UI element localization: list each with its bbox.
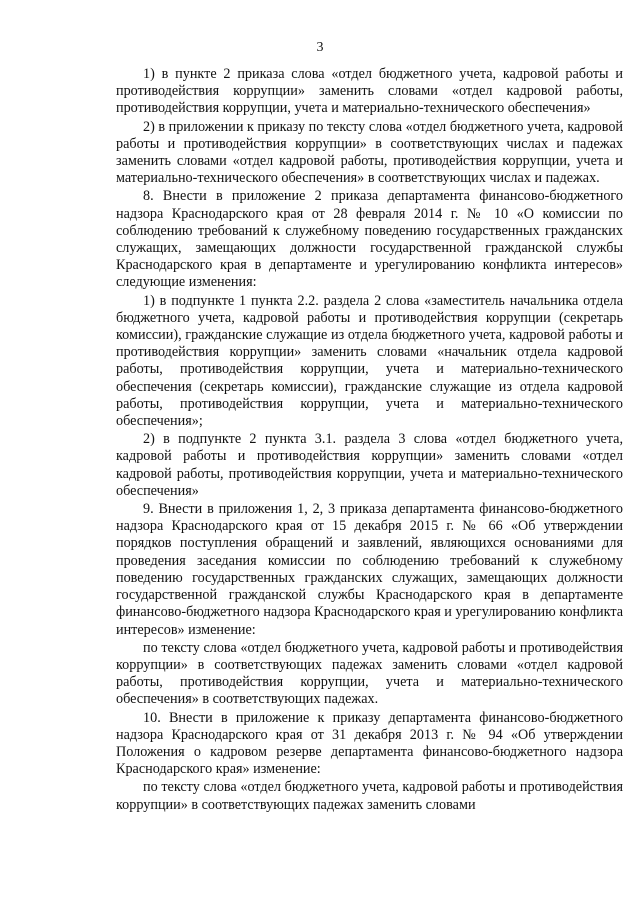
paragraph-point-10: 10. Внести в приложение к приказу департамента финансово-бюджетного надзора Краснодарского края от 31 декабря 2013 г. № 94 «Об утверждении Положения о кадровом резерве департамента финансово-бюджетного надзора Краснодарского края» изменение: [116,709,623,778]
paragraph-point-8: 8. Внести в приложение 2 приказа департамента финансово-бюджетного надзора Краснодарского края от 28 февраля 2014 г. № 10 «О комиссии по соблюдению требований к служебному поведению государственных гражданских служащих, замещающих должности государственной гражданской службы Краснодарского края в департаменте и урегулированию конфликта интересов» следующие изменения: [116,188,623,291]
paragraph-item-2-subpoint: 2) в подпункте 2 пункта 3.1. раздела 3 слова «отдел бюджетного учета, кадровой работы и противодействия коррупции» заменить словами «отдел кадровой работы, противодействия коррупции, учета и материально-технического обеспечения» [116,431,623,499]
paragraph-item-1: 1) в пункте 2 приказа слова «отдел бюджетного учета, кадровой работы и противодействия коррупции» заменить словами «отдел кадровой работы, противодействия коррупции, учета и материально-технического обеспечения» [116,66,623,117]
document-body [116,66,623,814]
paragraph-item-1-subpoint: 1) в подпункте 1 пункта 2.2. раздела 2 слова «заместитель начальника отдела бюджетного учета, кадровой работы и противодействия коррупции (секретарь комиссии), гражданские служащие из отдела бюджетного учета, кадровой работы и противодействия коррупции» заменить словами «начальник отдела кадровой работы, противодействия коррупции, учета и материально-технического обеспечения (секретарь комиссии), гражданские служащие из отдела кадровой работы, противодействия коррупции, учета и материально-технического обеспечения»; [116,292,623,430]
paragraph-point-9: 9. Внести в приложения 1, 2, 3 приказа департамента финансово-бюджетного надзора Краснодарского края от 15 декабря 2015 г. № 66 «Об утверждении порядков поступления обращений и заявлений, являющихся основаниями для проведения заседания комиссии по соблюдению требований к служебному поведению государственных гражданских служащих, замещающих должности государственной гражданской службы Краснодарского края в департаменте финансово-бюджетного надзора Краснодарского края и урегулированию конфликта интересов» изменение: [116,501,623,638]
page-number: 3 [316,40,324,55]
paragraph-text-change-1: по тексту слова «отдел бюджетного учета, кадровой работы и противодействия коррупции» в соответствующих падежах заменить словами «отдел кадровой работы, противодействия коррупции, учета и материально-технического обеспечения» в соответствующих падежах. [116,639,623,708]
paragraph-text-change-2: по тексту слова «отдел бюджетного учета, кадровой работы и противодействия коррупции» в соответствующих падежах заменить словами [116,779,623,813]
paragraph-item-2: 2) в приложении к приказу по тексту слова «отдел бюджетного учета, кадровой работы и противодействия коррупции» в соответствующих числах и падежах заменить словами «отдел кадровой работы, противодействия коррупции, учета и материально-технического обеспечения» в соответствующих числах и падежах. [116,118,623,187]
